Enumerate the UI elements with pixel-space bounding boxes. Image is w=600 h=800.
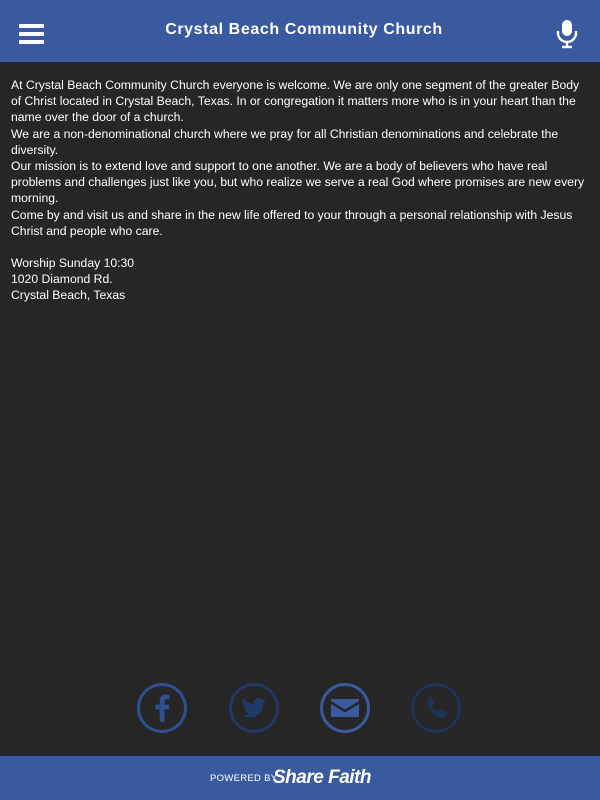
sharefaith-logo: Share Faith	[273, 767, 371, 788]
city-state: Crystal Beach, Texas	[11, 288, 126, 303]
facebook-icon[interactable]	[137, 683, 187, 733]
menu-bar	[19, 40, 44, 44]
app-header	[0, 0, 600, 62]
twitter-icon[interactable]	[229, 683, 279, 733]
description-paragraph: At Crystal Beach Community Church everyone is welcome. We are only one segment of the greater Body of Christ located in Crystal Beach, Texas. In or congregation it matters more who is in your heart than the name over the door of a church.	[11, 78, 580, 125]
envelope-glyph	[323, 686, 367, 730]
email-icon[interactable]	[320, 683, 370, 733]
description-paragraph: We are a non-denominational church where we pray for all Christian denominations and celebrate the diversity.	[11, 126, 559, 157]
powered-by-footer[interactable]	[0, 756, 600, 800]
microphone-glyph	[552, 18, 582, 50]
street-address: 1020 Diamond Rd.	[11, 272, 113, 287]
paragraph-spacer	[11, 239, 591, 255]
worship-time: Worship Sunday 10:30	[11, 256, 135, 271]
social-links	[0, 683, 600, 739]
twitter-glyph	[232, 686, 276, 730]
facebook-glyph	[140, 686, 184, 730]
description-paragraph: Our mission is to extend love and support to one another. We are a body of believers who have real problems and challenges just like you, but who realize we serve a real God where promises are new every morning.	[11, 159, 585, 206]
church-description	[11, 77, 591, 304]
powered-by-label: POWERED BY	[210, 773, 278, 784]
phone-glyph	[414, 686, 458, 730]
page-title: Crystal Beach Community Church	[165, 21, 443, 38]
description-paragraph: Come by and visit us and share in the new life offered to your through a personal relationship with Jesus Christ and people who care.	[11, 207, 573, 238]
phone-icon[interactable]	[411, 683, 461, 733]
microphone-icon[interactable]	[552, 18, 582, 50]
